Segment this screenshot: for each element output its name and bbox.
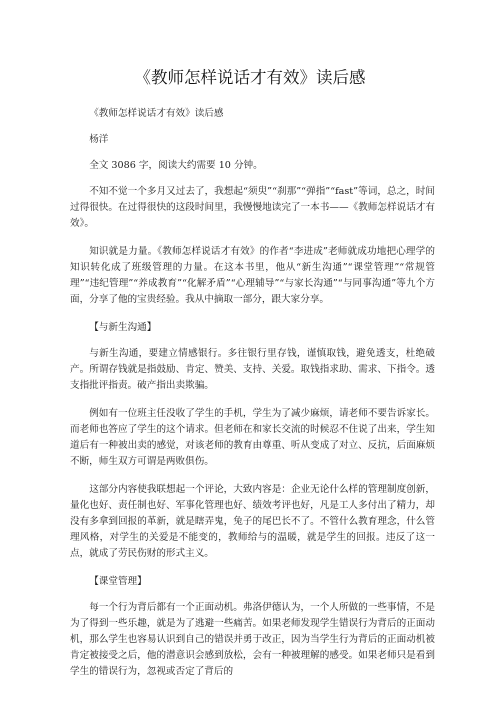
section-heading: 【课堂管理】: [89, 576, 147, 587]
author-name: 杨洋: [89, 134, 109, 145]
paragraph: 不知不觉一个多月又过去了，我想起“须臾”“刹那”“弹指”“fast”等词，总之，时间过得很快。在过得很快的这段时间里，我慢慢地读完了一本书——《教师怎样说话才有效》。: [70, 186, 435, 229]
paragraph: 与新生沟通，要建立情感银行。多往银行里存钱，谨慎取钱，避免透支，杜绝破产。所谓存钱就是指鼓励、肯定、赞美、支持、关爱。取钱指求助、需求、下指令。透支指批评指责。破产指出卖欺骗。: [70, 348, 435, 391]
paragraph: 每一个行为背后都有一个正面动机。弗洛伊德认为，一个人所做的一些事情，不是为了得到一些乐趣，就是为了逃避一些痛苦。如果老师发现学生错误行为背后的正面动机，那么学生也容易认识到自己的错误并勇于改正，因为当学生行为背后的正面动机被肯定被接受之后，他的潜意识会感到放松，会有一种被理解的感受。如果老师只是看到学生的错误行为，忽视或否定了背后的: [70, 602, 435, 677]
reading-time: 全文 3086 字，阅读大约需要 10 分钟。: [89, 160, 263, 171]
article-body: [70, 106, 435, 690]
article-subtitle: 《教师怎样说话才有效》读后感: [89, 108, 224, 119]
paragraph: 例如有一位班主任没收了学生的手机，学生为了减少麻烦，请老师不要告诉家长。而老师也答应了学生的这个请求。但老师在和家长交流的时候忍不住说了出来，学生知道后有一种被出卖的感觉，对该老师的教育由尊重、听从变成了对立、反抗，后面麻烦不断，师生双方可谓是两败俱伤。: [70, 408, 435, 467]
paragraph: 知识就是力量。《教师怎样说话才有效》的作者“李进成”老师就成功地把心理学的知识转化成了班级管理的力量。在这本书里，他从“新生沟通”“课堂管理”“常规管理”“违纪管理”“养成教育”“化解矛盾”“心理辅导”“与家长沟通”“与同事沟通”等九个方面，分享了他的宝贵经验。我从中摘取一部分，跟大家分享。: [70, 246, 435, 305]
page-title: 《教师怎样说话才有效》读后感: [134, 68, 366, 87]
paragraph: 这部分内容使我联想起一个评论，大致内容是：企业无论什么样的管理制度创新，量化也好、责任制也好、军事化管理也好、绩效考评也好，凡是工人多付出了精力，却没有多拿到回报的革新，就是瞎弄鬼，兔子的尾巴长不了。不管什么教育理念，什么管理风格，对学生的关爱是不能变的，教师给与的温暖，就是学生的回报。违反了这一点，就成了劳民伤财的形式主义。: [70, 484, 435, 559]
section-heading: 【与新生沟通】: [89, 322, 157, 333]
